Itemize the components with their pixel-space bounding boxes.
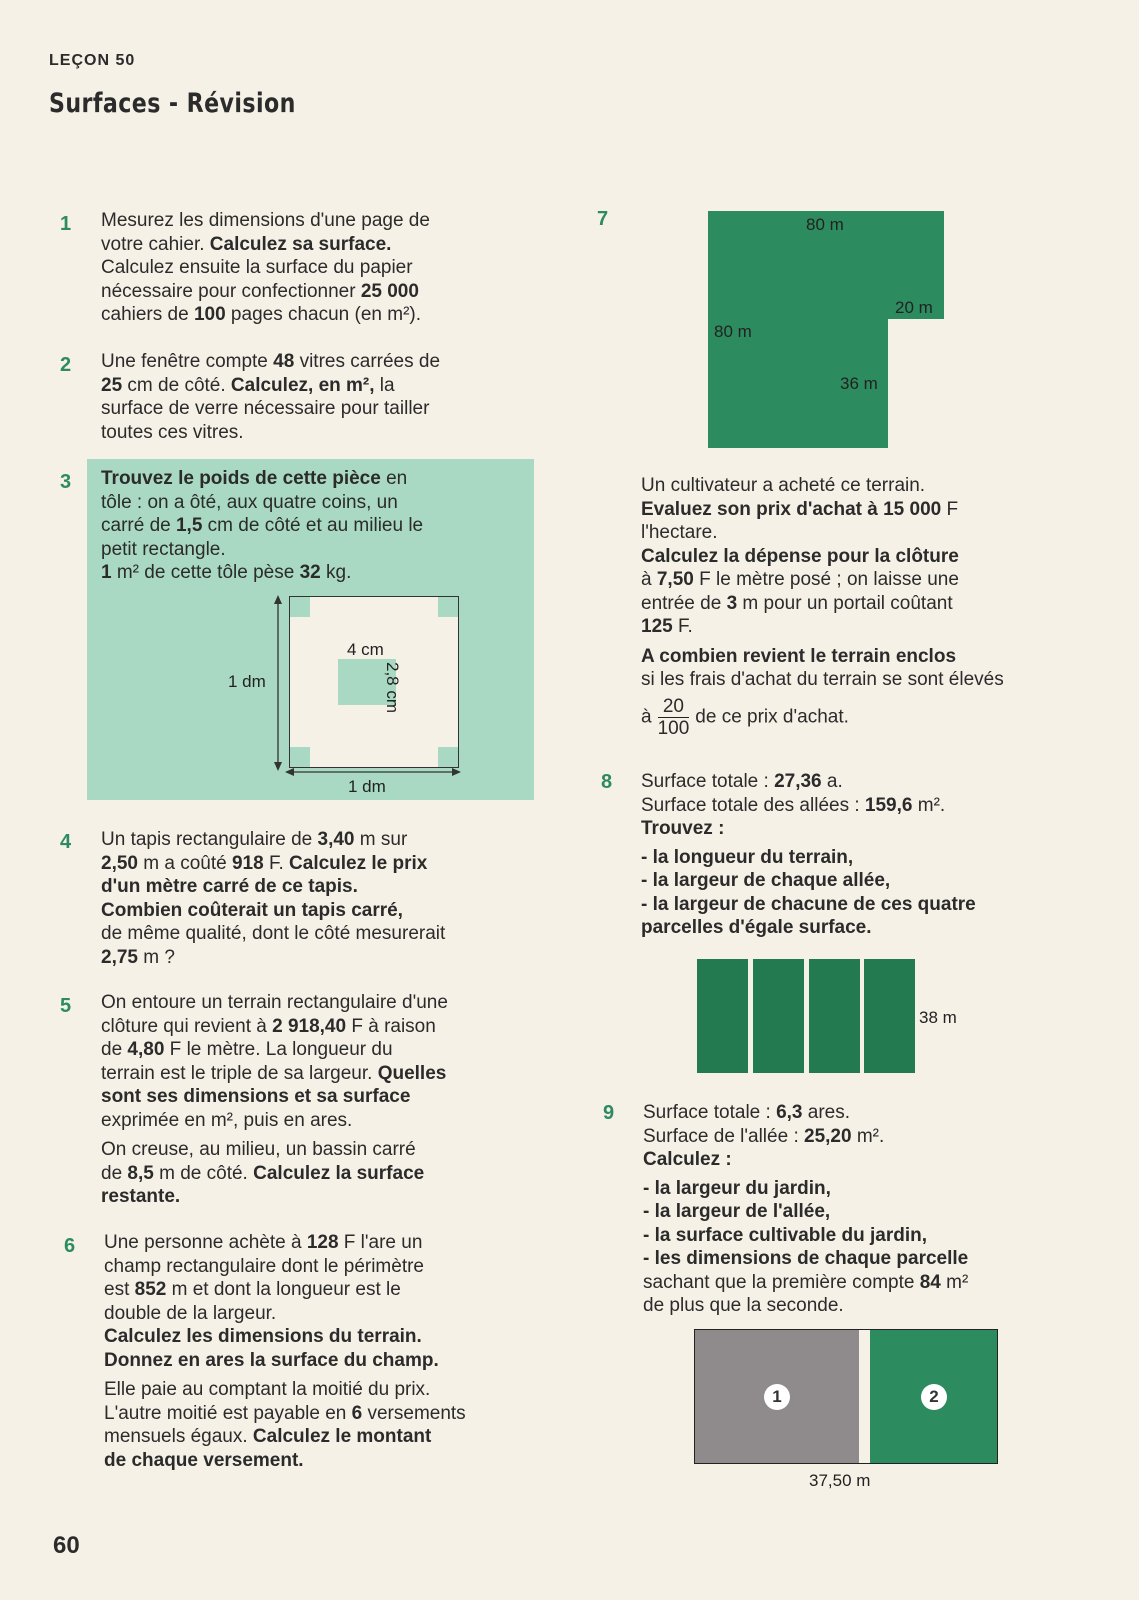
parcel [864, 959, 915, 1073]
exercise-3-number: 3 [60, 471, 72, 493]
exercise-3 [101, 467, 521, 585]
ex4-line: 2,75 m ? [101, 946, 175, 968]
parcel-2-badge: 2 [921, 1384, 947, 1410]
ex1-line: votre cahier. Calculez sa surface. [101, 233, 392, 255]
ex4-line: Un tapis rectangulaire de 3,40 m sur [101, 829, 408, 850]
exercise-4-number: 4 [60, 831, 72, 853]
ex9-line: sachant que la première compte 84 m² [643, 1271, 969, 1293]
ex5-line: sont ses dimensions et sa surface [101, 1086, 411, 1107]
ex4-line: de même qualité, dont le côté mesurerait [101, 923, 446, 944]
ex8-item: - la longueur du terrain, [641, 846, 854, 868]
height-label: 1 dm [228, 672, 266, 691]
ex9-item: - la largeur de l'allée, [643, 1201, 831, 1222]
parcel-1-badge: 1 [764, 1384, 790, 1410]
ex3-line: 1 m² de cette tôle pèse 32 kg. [101, 562, 352, 583]
ex9-item: - les dimensions de chaque parcelle [643, 1248, 969, 1269]
corner-cutout [290, 597, 310, 617]
fraction: $\frac{20}{100}$ [657, 695, 690, 739]
ex8-item: - la largeur de chacune de ces quatre [641, 893, 976, 915]
ex1-line: nécessaire pour confectionner 25 000 [101, 280, 419, 302]
exercise-2 [101, 350, 521, 444]
parcel [697, 959, 748, 1073]
ex4-line: d'un mètre carré de ce tapis. [101, 876, 358, 897]
ex5-line: terrain est le triple de sa largeur. Quelles [101, 1062, 447, 1084]
ex6-line: L'autre moitié est payable en 6 versements [104, 1402, 466, 1424]
width-label: 1 dm [348, 777, 386, 796]
exercise-1 [101, 209, 521, 327]
ex6-line: champ rectangulaire dont le périmètre [104, 1255, 425, 1277]
ex7-line: 125 F. [641, 616, 693, 637]
ex5-line: de 4,80 F le mètre. La longueur du [101, 1039, 393, 1060]
ex8-line: Trouvez : [641, 818, 725, 839]
garden-figure [694, 1329, 998, 1464]
exercise-9 [643, 1101, 1061, 1318]
ex2-line: toutes ces vitres. [101, 421, 244, 443]
height-dimension-arrow [268, 594, 288, 774]
exercise-1-number: 1 [60, 213, 72, 235]
field-inner-label: 36 m [840, 374, 878, 393]
ex6-line: double de la largeur. [104, 1302, 277, 1324]
ex6-line: Une personne achète à 128 F l'are un [104, 1232, 423, 1253]
ex9-line: Surface de l'allée : 25,20 m². [643, 1125, 885, 1147]
ex6-line: Elle paie au comptant la moitié du prix. [104, 1379, 431, 1400]
ex2-line: 25 cm de côté. Calculez, en m², la [101, 374, 395, 396]
exercise-8 [641, 770, 1059, 940]
ex8-line: parcelles d'égale surface. [641, 917, 872, 938]
parcel [809, 959, 860, 1073]
ex7-line: Un cultivateur a acheté ce terrain. [641, 475, 926, 496]
ex8-line: Surface totale des allées : 159,6 m². [641, 794, 946, 816]
ex9-line: Calculez : [643, 1149, 732, 1170]
page-number: 60 [53, 1532, 80, 1559]
ex6-line: Donnez en ares la surface du champ. [104, 1349, 439, 1371]
page-title: Surfaces - Révision [49, 88, 296, 119]
ex5-line: On entoure un terrain rectangulaire d'une [101, 992, 448, 1013]
parcel [753, 959, 804, 1073]
ex9-line: de plus que la seconde. [643, 1295, 844, 1316]
ex3-line: carré de 1,5 cm de côté et au milieu le [101, 515, 424, 536]
metal-plate-figure [289, 596, 459, 768]
ex7-line: à 7,50 F le mètre posé ; on laisse une [641, 569, 959, 590]
exercise-6 [104, 1231, 522, 1472]
ex5-line: restante. [101, 1186, 181, 1207]
ex6-line: Calculez les dimensions du terrain. [104, 1326, 422, 1347]
ex7-line: entrée de 3 m pour un portail coûtant [641, 592, 953, 614]
field-left-label: 80 m [714, 322, 752, 341]
ex2-line: surface de verre nécessaire pour tailler [101, 398, 430, 419]
ex2-line: Une fenêtre compte 48 vitres carrées de [101, 351, 441, 372]
ex1-line: cahiers de 100 pages chacun (en m²). [101, 304, 422, 325]
ex8-line: Surface totale : 27,36 a. [641, 771, 843, 792]
ex6-line: mensuels égaux. Calculez le montant [104, 1426, 432, 1447]
ex5-line: On creuse, au milieu, un bassin carré [101, 1139, 416, 1160]
field-top-label: 80 m [806, 215, 844, 234]
exercise-4 [101, 828, 521, 969]
inner-height-label: 2,8 cm [383, 662, 402, 714]
parcels-height-label: 38 m [919, 1008, 957, 1027]
exercise-7 [641, 474, 1059, 739]
ex7-line: à $\frac{20}{100}$ de ce prix d'achat. [641, 695, 849, 739]
ex3-line: petit rectangle. [101, 538, 226, 560]
ex6-line: de chaque versement. [104, 1449, 304, 1471]
corner-cutout [438, 597, 458, 617]
ex1-line: Mesurez les dimensions d'une page de [101, 210, 430, 231]
ex7-line: Evaluez son prix d'achat à 15 000 F [641, 498, 959, 520]
ex4-line: 2,50 m a coûté 918 F. Calculez le prix [101, 852, 428, 874]
exercise-6-number: 6 [64, 1235, 76, 1257]
ex1-line: Calculez ensuite la surface du papier [101, 257, 413, 278]
ex7-line: si les frais d'achat du terrain se sont élevés [641, 669, 1004, 690]
ex7-line: Calculez la dépense pour la clôture [641, 545, 959, 567]
ex5-line: clôture qui revient à 2 918,40 F à raison [101, 1015, 436, 1037]
ex7-line: l'hectare. [641, 522, 718, 543]
ex7-line: A combien revient le terrain enclos [641, 645, 957, 667]
exercise-9-number: 9 [603, 1102, 615, 1124]
garden-width-label: 37,50 m [809, 1471, 871, 1490]
ex5-line: exprimée en m², puis en ares. [101, 1109, 353, 1131]
ex3-line: tôle : on a ôté, aux quatre coins, un [101, 491, 398, 513]
four-parcels-figure [697, 959, 915, 1073]
field-notch-label: 20 m [895, 298, 933, 317]
exercise-2-number: 2 [60, 354, 72, 376]
ex4-line: Combien coûterait un tapis carré, [101, 899, 403, 921]
ex9-item: - la surface cultivable du jardin, [643, 1224, 928, 1246]
ex9-line: Surface totale : 6,3 ares. [643, 1102, 851, 1123]
ex8-item: - la largeur de chaque allée, [641, 870, 891, 891]
exercise-5-number: 5 [60, 995, 72, 1017]
exercise-5 [101, 991, 521, 1209]
inner-width-label: 4 cm [347, 640, 384, 659]
ex3-line: Trouvez le poids de cette pièce en [101, 468, 408, 489]
ex5-line: de 8,5 m de côté. Calculez la surface [101, 1162, 425, 1184]
ex9-item: - la largeur du jardin, [643, 1177, 831, 1199]
lesson-label: LEÇON 50 [49, 52, 136, 69]
exercise-7-number: 7 [597, 208, 609, 230]
exercise-8-number: 8 [601, 771, 613, 793]
ex6-line: est 852 m et dont la longueur est le [104, 1279, 401, 1300]
